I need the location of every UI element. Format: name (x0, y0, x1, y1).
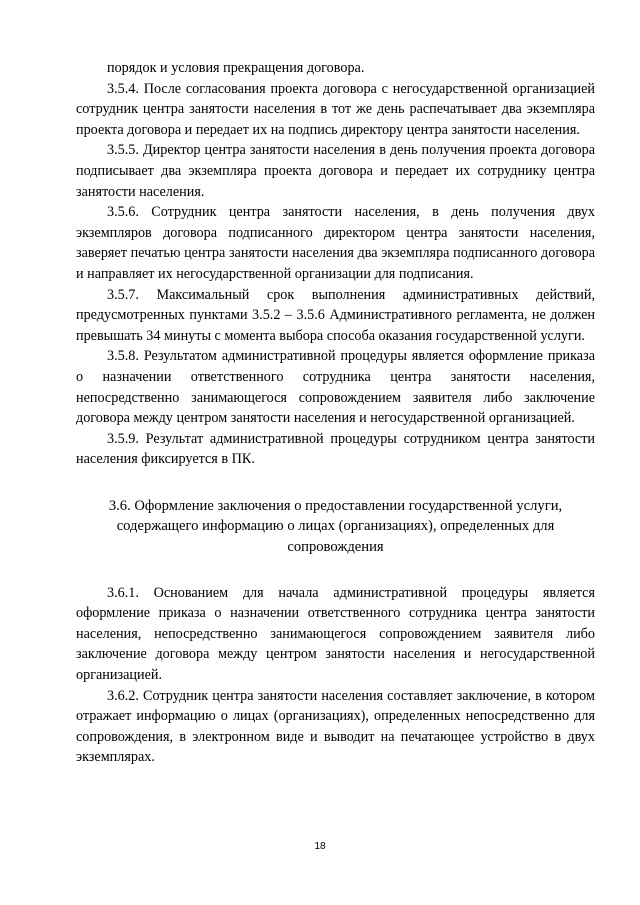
document-body (76, 58, 595, 768)
page-number: 18 (314, 841, 326, 852)
paragraph-3-5-9: 3.5.9. Результат административной процедуры сотрудником центра занятости населения фиксируется в ПК. (76, 430, 595, 468)
section-heading-3-6 (76, 496, 595, 558)
paragraph-3-5-8: 3.5.8. Результатом административной процедуры является оформление приказа о назначении ответственного сотрудника центра занятости населения, непосредственно занимающегося сопровождением заявителя либо заключение договора между центром занятости населения и негосударственной организацией. (76, 348, 595, 427)
section-heading-line-3: сопровождения (287, 539, 384, 556)
paragraph-3-6-1: 3.6.1. Основанием для начала административной процедуры является оформление приказа о назначении ответственного сотрудника центра занятости населения, непосредственно занимающегося сопровождением заявителя либо заключение договора между центром занятости населения и негосударственной организацией. (76, 584, 595, 684)
paragraph-3-6-2: 3.6.2. Сотрудник центра занятости населения составляет заключение, в котором отражает информацию о лицах (организациях), определенных непосредственно для сопровождения, в электронном виде и выводит на печатающее устройство в двух экземплярах. (76, 687, 595, 766)
paragraph-continuation: порядок и условия прекращения договора. (107, 60, 365, 76)
section-heading-line-1: 3.6. Оформление заключения о предоставлении государственной услуги, (108, 497, 563, 514)
paragraph-3-5-6: 3.5.6. Сотрудник центра занятости населения, в день получения двух экземпляров договора подписанного директором центра занятости населения, заверяет печатью центра занятости населения два экземпляра подписанного договора и направляет их негосударственной организации для подписания. (76, 204, 595, 282)
section-heading-line-2: содержащего информацию о лицах (организациях), определенных для (116, 518, 555, 535)
paragraph-3-5-4: 3.5.4. После согласования проекта договора с негосударственной организацией сотрудник центра занятости населения в тот же день распечатывает два экземпляра проекта договора и передает их на подпись директору центра занятости населения. (76, 80, 595, 138)
paragraph-3-5-5: 3.5.5. Директор центра занятости населения в день получения проекта договора подписывает два экземпляра проекта договора и передает их сотруднику центра занятости населения. (76, 142, 595, 200)
paragraph-3-5-7: 3.5.7. Максимальный срок выполнения административных действий, предусмотренных пунктами 3.5.2 – 3.5.6 Административного регламента, не должен превышать 34 минуты с момента выбора способа оказания государственной услуги. (76, 286, 595, 344)
